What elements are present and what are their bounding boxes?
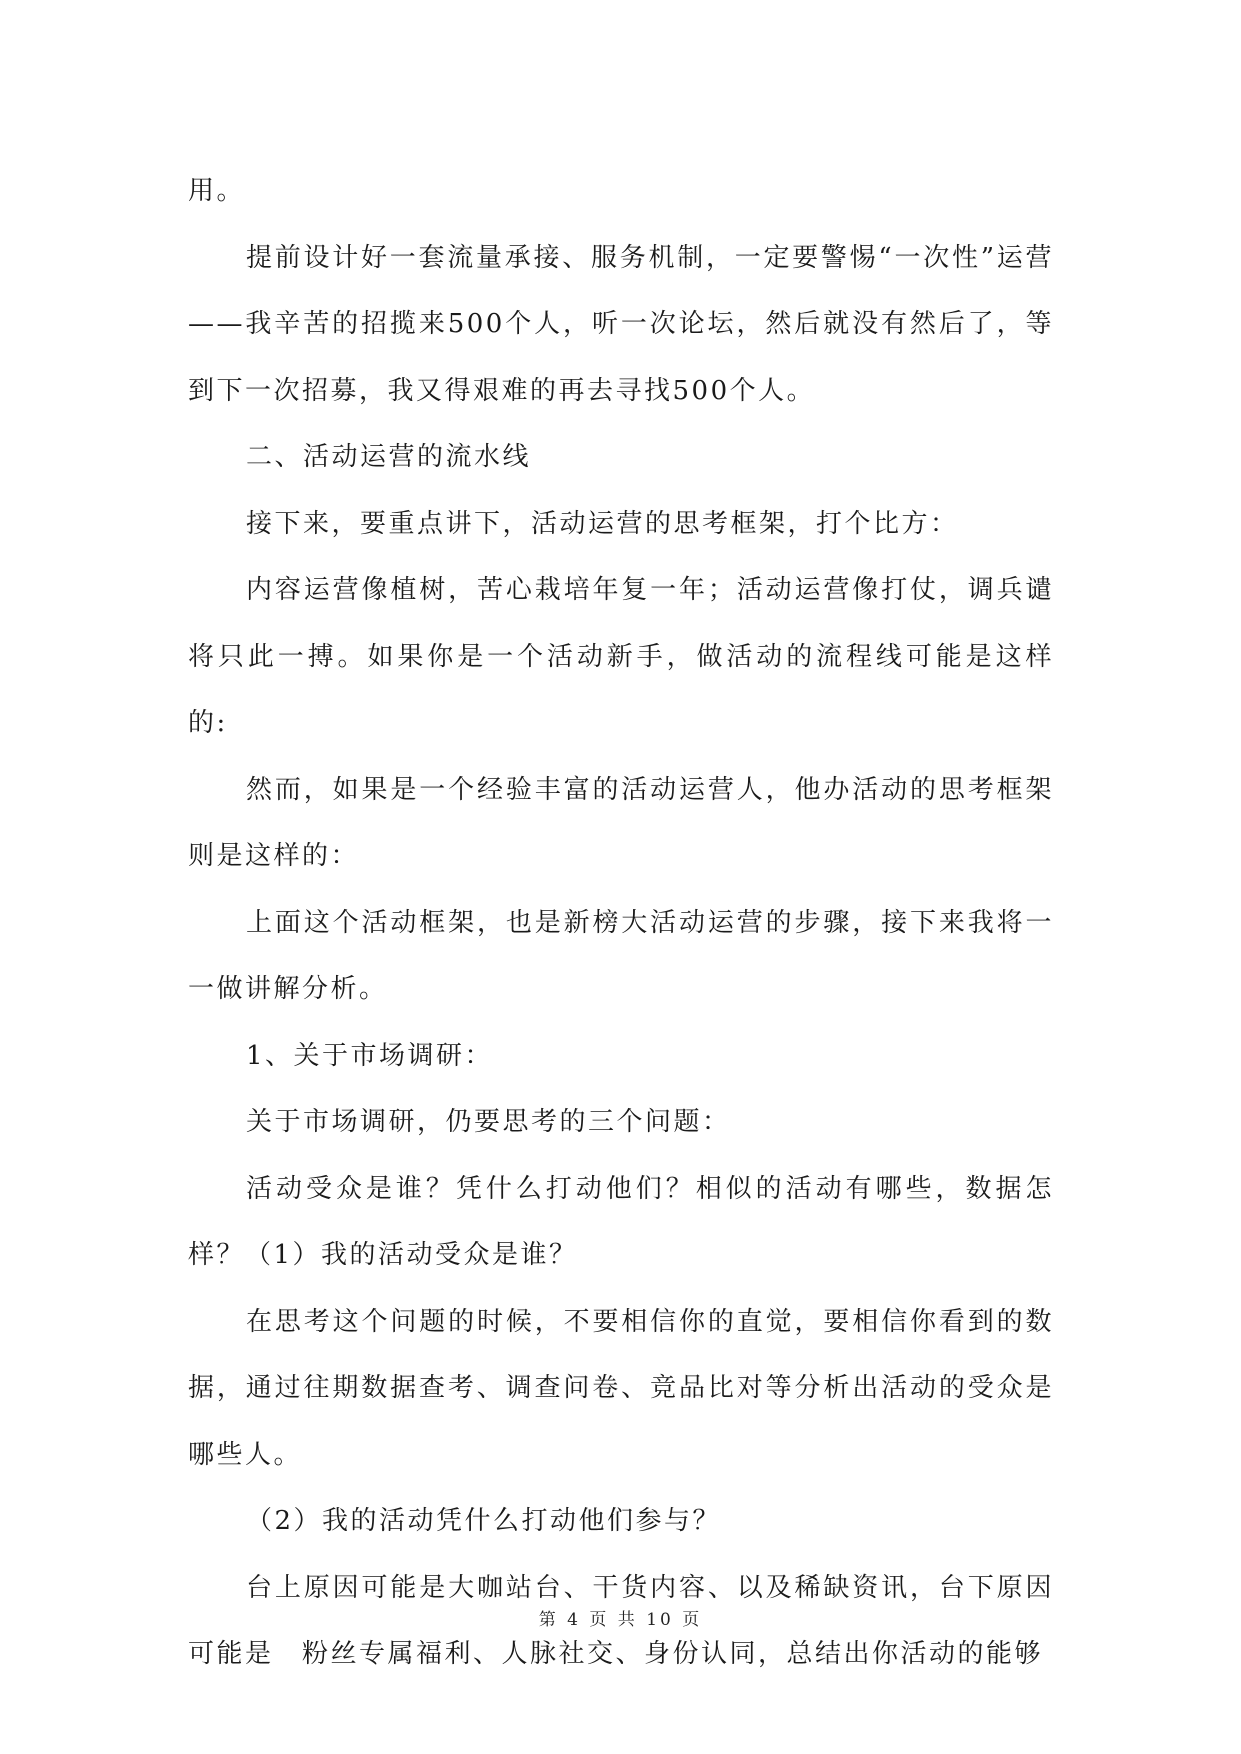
paragraph-experienced: 然而，如果是一个经验丰富的活动运营人，他办活动的思考框架则是这样的：: [188, 774, 1054, 871]
paragraph-framework-steps: 上面这个活动框架，也是新榜大活动运营的步骤，接下来我将一一做讲解分析。: [188, 907, 1054, 1004]
subheading-motivation: （2）我的活动凭什么打动他们参与？: [246, 1506, 722, 1536]
paragraph-traffic-mechanism: 提前设计好一套流量承接、服务机制，一定要警惕“一次性”运营——我辛苦的招揽来500个人，听一次论坛，然后就没有然后了，等到下一次招募，我又得艰难的再去寻找500个人。: [188, 242, 1054, 406]
subheading-market-research: 1、关于市场调研：: [246, 1040, 494, 1071]
paragraph-audience-data: 在思考这个问题的时候，不要相信你的直觉，要相信你看到的数据，通过往期数据查考、调查问卷、竞品比对等分析出活动的受众是哪些人。: [188, 1306, 1054, 1470]
paragraph-three-questions: 关于市场调研，仍要思考的三个问题：: [246, 1107, 731, 1137]
section-heading-pipeline: 二、活动运营的流水线: [246, 442, 532, 472]
paragraph-continuation: 用。: [188, 176, 246, 206]
paragraph-reasons: 台上原因可能是大咖站台、干货内容、以及稀缺资讯，台下原因可能是 粉丝专属福利、人脉社交、身份认同，总结出你活动的能够: [188, 1572, 1054, 1669]
paragraph-analogy: 内容运营像植树，苦心栽培年复一年；活动运营像打仗，调兵谴将只此一搏。如果你是一个活动新手，做活动的流程线可能是这样的:: [188, 575, 1054, 738]
paragraph-questions-list: 活动受众是谁？凭什么打动他们？相似的活动有哪些，数据怎样？（1）我的活动受众是谁？: [188, 1173, 1054, 1270]
page-number-footer: 第 4 页 共 10 页: [538, 1610, 703, 1630]
page-body: [188, 158, 1054, 1688]
paragraph-framework-intro: 接下来，要重点讲下，活动运营的思考框架，打个比方：: [246, 508, 959, 539]
